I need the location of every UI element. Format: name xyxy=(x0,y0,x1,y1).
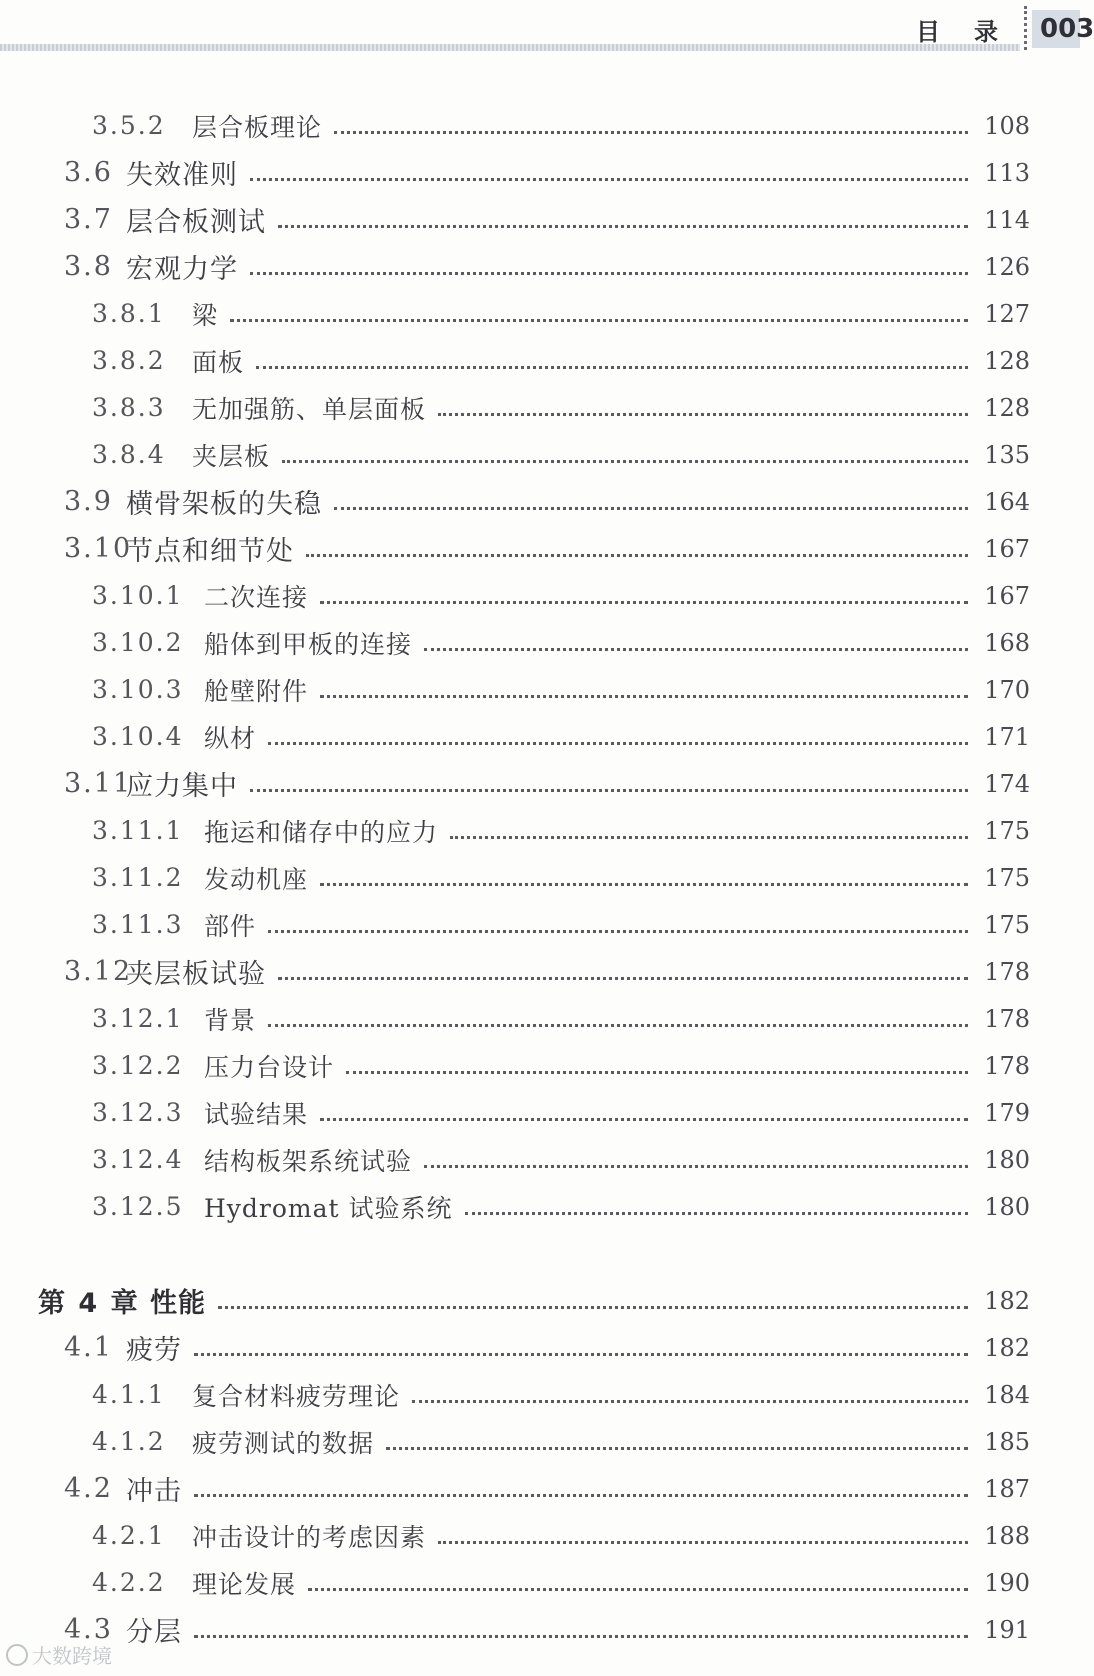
toc-entry-number: 3.10.2 xyxy=(92,628,184,657)
toc-entry-page: 171 xyxy=(984,722,1030,751)
toc-entry-number: 4.3 xyxy=(64,1614,113,1645)
toc-entry[interactable] xyxy=(0,149,1080,196)
toc-entry[interactable] xyxy=(0,337,1080,384)
toc-entry-title: 分层 xyxy=(126,1617,182,1648)
toc-entry-page: 128 xyxy=(984,393,1030,422)
toc-entry-number: 4.1.2 xyxy=(92,1427,166,1456)
toc-dot-leader xyxy=(250,152,968,181)
toc-entry[interactable] xyxy=(0,901,1080,948)
toc-entry-title: 层合板理论 xyxy=(192,112,323,142)
toc-dot-leader xyxy=(278,951,968,980)
toc-dot-leader xyxy=(438,387,968,416)
toc-entry-title: 横骨架板的失稳 xyxy=(126,489,322,520)
toc-dot-leader xyxy=(320,857,968,886)
toc-entry-title: 疲劳 xyxy=(126,1335,182,1366)
page-header xyxy=(0,0,1094,60)
toc-entry-title: 理论发展 xyxy=(192,1569,297,1599)
toc-dot-leader xyxy=(268,904,968,933)
toc-entry-title: 面板 xyxy=(192,347,245,377)
toc-entry-title: 无加强筋、单层面板 xyxy=(192,394,427,424)
toc-entry-number: 3.10 xyxy=(64,533,133,564)
toc-entry[interactable] xyxy=(0,995,1080,1042)
toc-entry[interactable] xyxy=(0,1512,1080,1559)
toc-dot-leader xyxy=(346,1045,968,1074)
toc-entry-title: 部件 xyxy=(204,911,257,941)
toc-entry-page: 108 xyxy=(984,111,1030,140)
toc-entry-number: 3.10.4 xyxy=(92,722,184,751)
toc-entry-number: 3.8.2 xyxy=(92,346,166,375)
toc-entry-number: 3.5.2 xyxy=(92,111,166,140)
toc-entry[interactable] xyxy=(0,1465,1080,1512)
toc-entry[interactable] xyxy=(0,525,1080,572)
toc-entry-number: 3.11.1 xyxy=(92,816,184,845)
toc-entry-number: 3.9 xyxy=(64,486,113,517)
toc-entry[interactable] xyxy=(0,1324,1080,1371)
toc-dot-leader xyxy=(424,622,968,651)
watermark-text: 大数跨境 xyxy=(32,1644,112,1668)
toc-entry[interactable] xyxy=(0,1371,1080,1418)
toc-entry-title: 二次连接 xyxy=(204,582,309,612)
toc-entry-number: 3.11.2 xyxy=(92,863,184,892)
toc-dot-leader xyxy=(194,1327,968,1356)
toc-entry-number: 3.10.1 xyxy=(92,581,184,610)
toc-entry-number: 4.1 xyxy=(64,1332,113,1363)
toc-entry[interactable] xyxy=(0,290,1080,337)
toc-entry-title: 疲劳测试的数据 xyxy=(192,1428,375,1458)
watermark xyxy=(6,1640,112,1669)
toc-entry-title: 层合板测试 xyxy=(126,207,266,238)
toc-entry[interactable] xyxy=(0,1183,1080,1230)
toc-entry-page: 135 xyxy=(984,440,1030,469)
toc-entry[interactable] xyxy=(0,384,1080,431)
toc-entry-title: 夹层板 xyxy=(192,441,271,471)
toc-entry-title: 拖运和储存中的应力 xyxy=(204,817,439,847)
toc-entry[interactable] xyxy=(0,666,1080,713)
table-of-contents xyxy=(0,102,1080,1653)
toc-entry-page: 188 xyxy=(984,1521,1030,1550)
toc-entry-page: 179 xyxy=(984,1098,1030,1127)
toc-dot-leader xyxy=(424,1139,968,1168)
toc-entry-title: 梁 xyxy=(192,300,219,330)
toc-entry-number: 3.12.3 xyxy=(92,1098,184,1127)
toc-entry-number: 3.12.2 xyxy=(92,1051,184,1080)
toc-entry[interactable] xyxy=(0,431,1080,478)
toc-entry-title: 压力台设计 xyxy=(204,1052,335,1082)
toc-entry-title: 纵材 xyxy=(204,723,257,753)
toc-entry-number: 4.2.2 xyxy=(92,1568,166,1597)
toc-dot-leader xyxy=(256,340,968,369)
toc-entry[interactable] xyxy=(0,713,1080,760)
toc-dot-leader xyxy=(450,810,968,839)
toc-entry[interactable] xyxy=(0,1042,1080,1089)
toc-chapter-entry[interactable] xyxy=(0,1277,1080,1324)
header-rule xyxy=(0,44,1020,51)
toc-dot-leader xyxy=(308,1562,968,1591)
toc-dot-leader xyxy=(268,716,968,745)
toc-entry-title: 船体到甲板的连接 xyxy=(204,629,413,659)
toc-entry[interactable] xyxy=(0,948,1080,995)
toc-dot-leader xyxy=(218,1280,968,1309)
toc-entry-page: 114 xyxy=(984,205,1030,234)
toc-entry-title: 宏观力学 xyxy=(126,254,238,285)
toc-entry[interactable] xyxy=(0,243,1080,290)
toc-entry-page: 113 xyxy=(984,158,1030,187)
toc-entry-title: 夹层板试验 xyxy=(126,959,266,990)
toc-entry-number: 3.8.1 xyxy=(92,299,166,328)
toc-dot-leader xyxy=(386,1421,968,1450)
toc-entry-page: 170 xyxy=(984,675,1030,704)
toc-entry-title: 性能 xyxy=(150,1288,206,1319)
toc-entry-page: 168 xyxy=(984,628,1030,657)
toc-dot-leader xyxy=(194,1609,968,1638)
toc-entry-number: 3.12 xyxy=(64,956,133,987)
toc-entry[interactable] xyxy=(0,572,1080,619)
running-header-title: 目录 xyxy=(916,18,1032,46)
toc-entry-number: 3.12.5 xyxy=(92,1192,184,1221)
toc-entry-number: 3.7 xyxy=(64,204,113,235)
toc-entry-title: Hydromat 试验系统 xyxy=(204,1193,453,1223)
toc-entry-page: 191 xyxy=(984,1615,1030,1644)
toc-entry-page: 178 xyxy=(984,957,1030,986)
running-header-page-number: 003 xyxy=(1032,10,1080,48)
toc-entry-page: 182 xyxy=(984,1286,1030,1315)
toc-entry[interactable] xyxy=(0,760,1080,807)
toc-entry-title: 应力集中 xyxy=(126,771,238,802)
toc-dot-leader xyxy=(230,293,968,322)
toc-entry-title: 复合材料疲劳理论 xyxy=(192,1381,401,1411)
toc-entry[interactable] xyxy=(0,1136,1080,1183)
toc-entry-number: 4.2 xyxy=(64,1473,113,1504)
toc-entry-page: 180 xyxy=(984,1192,1030,1221)
toc-entry-page: 178 xyxy=(984,1051,1030,1080)
toc-entry-number: 3.10.3 xyxy=(92,675,184,704)
toc-entry-title: 舱壁附件 xyxy=(204,676,309,706)
toc-entry[interactable] xyxy=(0,1418,1080,1465)
toc-entry-page: 187 xyxy=(984,1474,1030,1503)
toc-entry-number: 3.8 xyxy=(64,251,113,282)
watermark-logo-icon xyxy=(6,1644,28,1666)
toc-entry[interactable] xyxy=(0,807,1080,854)
toc-entry[interactable] xyxy=(0,102,1080,149)
toc-dot-leader xyxy=(438,1515,968,1544)
toc-entry-page: 178 xyxy=(984,1004,1030,1033)
toc-entry-page: 128 xyxy=(984,346,1030,375)
toc-entry-page: 167 xyxy=(984,581,1030,610)
toc-dot-leader xyxy=(334,105,968,134)
toc-dot-leader xyxy=(465,1186,968,1215)
toc-entry-number: 3.12.1 xyxy=(92,1004,184,1033)
toc-entry-number: 4.1.1 xyxy=(92,1380,166,1409)
toc-dot-leader xyxy=(334,481,968,510)
toc-entry-title: 背景 xyxy=(204,1005,257,1035)
toc-dot-leader xyxy=(320,1092,968,1121)
toc-entry[interactable] xyxy=(0,478,1080,525)
toc-entry-number: 3.11.3 xyxy=(92,910,184,939)
toc-entry-number: 3.12.4 xyxy=(92,1145,184,1174)
toc-entry-title: 冲击设计的考虑因素 xyxy=(192,1522,427,1552)
toc-entry-number: 3.11 xyxy=(64,768,133,799)
toc-entry[interactable] xyxy=(0,1606,1080,1653)
toc-entry-title: 结构板架系统试验 xyxy=(204,1146,413,1176)
toc-entry-page: 175 xyxy=(984,816,1030,845)
toc-entry-page: 190 xyxy=(984,1568,1030,1597)
toc-entry[interactable] xyxy=(0,1089,1080,1136)
toc-entry-page: 185 xyxy=(984,1427,1030,1456)
toc-entry-page: 164 xyxy=(984,487,1030,516)
toc-entry-title: 试验结果 xyxy=(204,1099,309,1129)
toc-entry-page: 127 xyxy=(984,299,1030,328)
toc-entry-title: 节点和细节处 xyxy=(126,536,294,567)
toc-entry-number: 3.8.4 xyxy=(92,440,166,469)
toc-dot-leader xyxy=(320,669,968,698)
toc-entry-number: 3.8.3 xyxy=(92,393,166,422)
toc-entry[interactable] xyxy=(0,854,1080,901)
header-separator xyxy=(1024,6,1027,50)
toc-entry-number: 4.2.1 xyxy=(92,1521,166,1550)
toc-entry-page: 184 xyxy=(984,1380,1030,1409)
toc-entry-title: 冲击 xyxy=(126,1476,182,1507)
toc-entry-page: 175 xyxy=(984,910,1030,939)
toc-dot-leader xyxy=(282,434,968,463)
toc-dot-leader xyxy=(320,575,968,604)
toc-entry-number: 3.6 xyxy=(64,157,113,188)
toc-entry-page: 182 xyxy=(984,1333,1030,1362)
toc-entry-number: 第 4 章 xyxy=(38,1288,140,1319)
toc-dot-leader xyxy=(412,1374,968,1403)
toc-dot-leader xyxy=(268,998,968,1027)
toc-entry-page: 180 xyxy=(984,1145,1030,1174)
toc-entry-title: 失效准则 xyxy=(126,160,238,191)
toc-dot-leader xyxy=(250,763,968,792)
toc-dot-leader xyxy=(278,199,968,228)
toc-entry-page: 126 xyxy=(984,252,1030,281)
toc-entry-page: 167 xyxy=(984,534,1030,563)
toc-entry-page: 175 xyxy=(984,863,1030,892)
toc-entry[interactable] xyxy=(0,1559,1080,1606)
toc-entry-page: 174 xyxy=(984,769,1030,798)
toc-entry-title: 发动机座 xyxy=(204,864,309,894)
toc-entry[interactable] xyxy=(0,196,1080,243)
toc-dot-leader xyxy=(194,1468,968,1497)
toc-dot-leader xyxy=(250,246,968,275)
toc-dot-leader xyxy=(306,528,968,557)
toc-entry[interactable] xyxy=(0,619,1080,666)
